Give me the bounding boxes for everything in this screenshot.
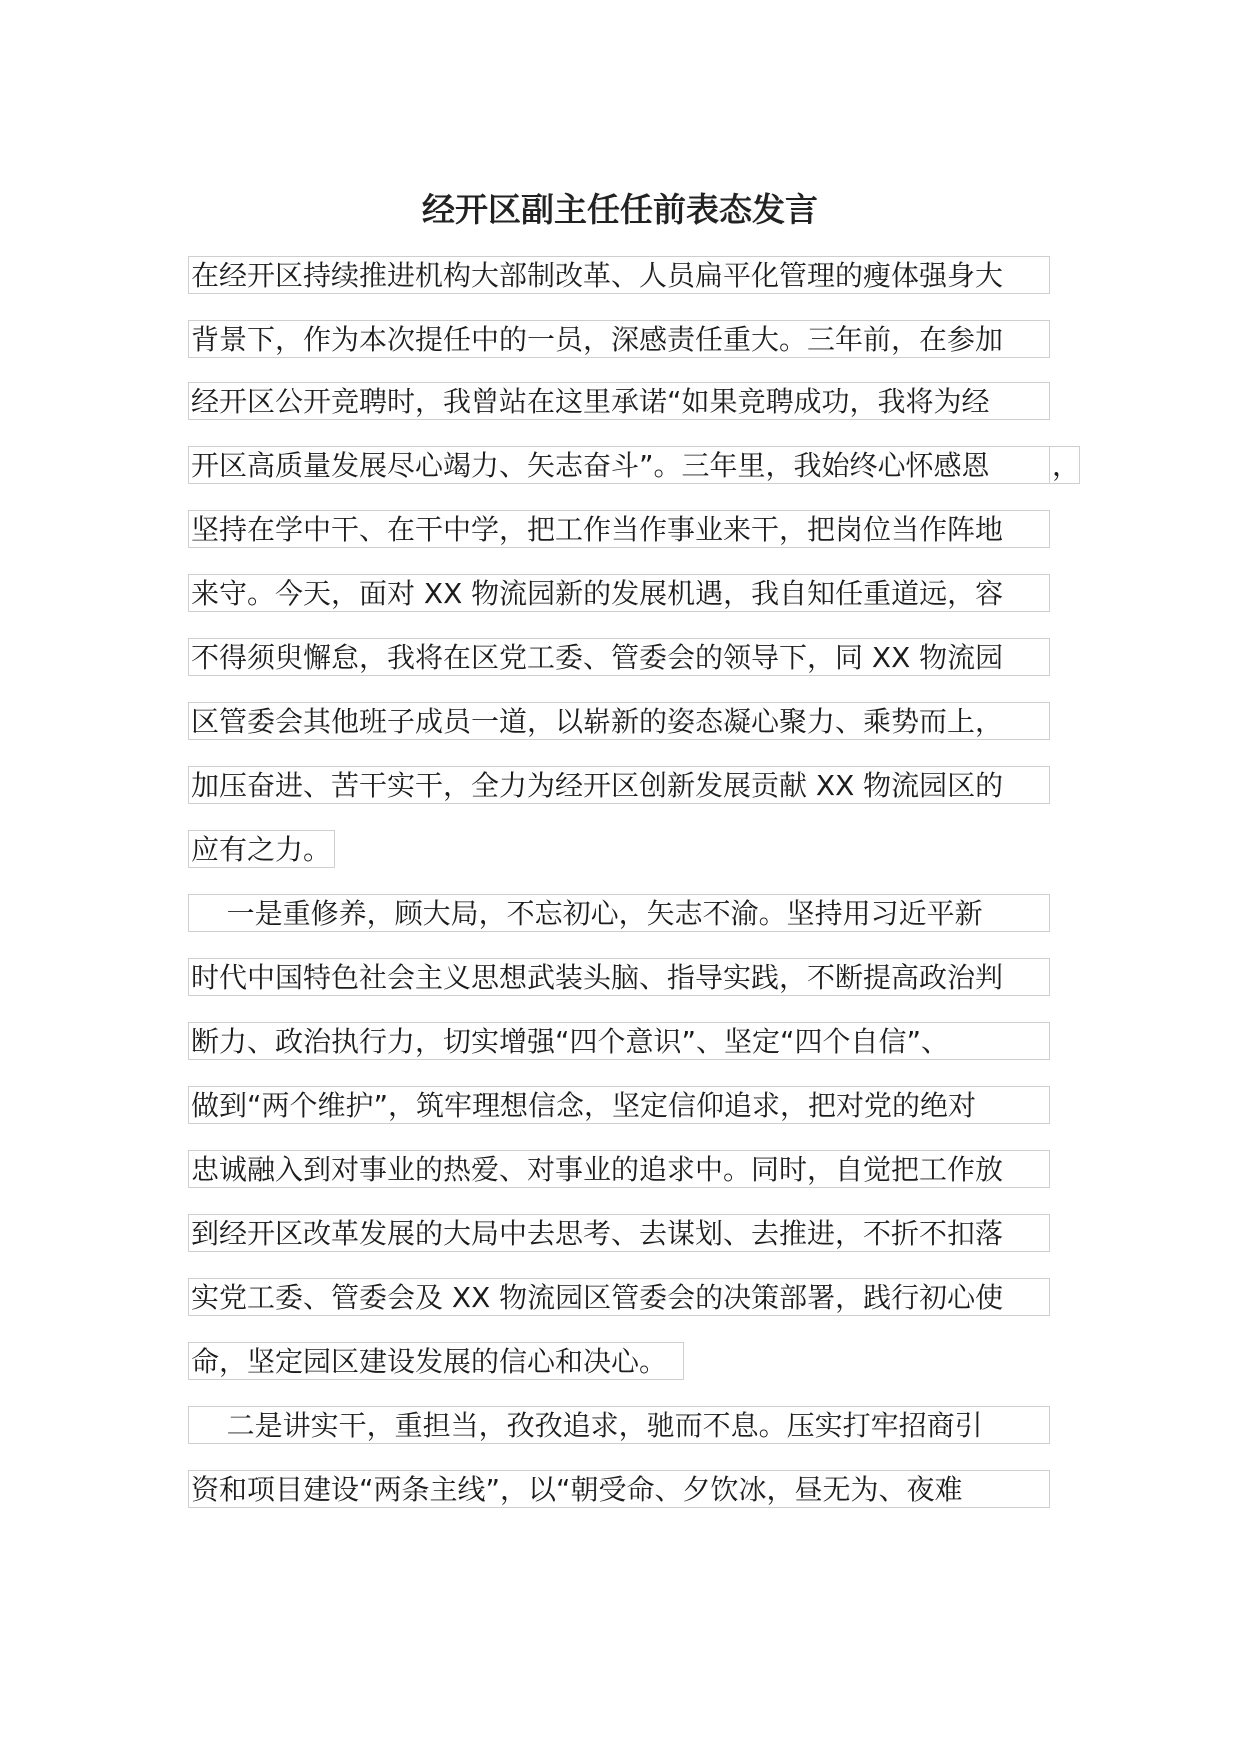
text-line: 来守。今天，面对 XX 物流园新的发展机遇，我自知任重道远，容 bbox=[188, 574, 1050, 612]
text-line: 一是重修养，顾大局，不忘初心，矢志不渝。坚持用习近平新 bbox=[188, 894, 1050, 932]
text-line: 加压奋进、苦干实干，全力为经开区创新发展贡献 XX 物流园区的 bbox=[188, 766, 1050, 804]
document-title: 经开区副主任任前表态发言 bbox=[422, 190, 818, 229]
text-line: 二是讲实干，重担当，孜孜追求，驰而不息。压实打牢招商引 bbox=[188, 1406, 1050, 1444]
overflow-punctuation: ， bbox=[1049, 446, 1080, 484]
text-line: 断力、政治执行力，切实增强“四个意识”、坚定“四个自信”、 bbox=[188, 1022, 1050, 1060]
text-line: 在经开区持续推进机构大部制改革、人员扁平化管理的瘦体强身大 bbox=[188, 256, 1050, 294]
text-line: 背景下，作为本次提任中的一员，深感责任重大。三年前，在参加 bbox=[188, 320, 1050, 358]
text-line: 到经开区改革发展的大局中去思考、去谋划、去推进，不折不扣落 bbox=[188, 1214, 1050, 1252]
text-line: 不得须臾懈怠，我将在区党工委、管委会的领导下，同 XX 物流园 bbox=[188, 638, 1050, 676]
text-line: 时代中国特色社会主义思想武装头脑、指导实践，不断提高政治判 bbox=[188, 958, 1050, 996]
text-line: 区管委会其他班子成员一道，以崭新的姿态凝心聚力、乘势而上， bbox=[188, 702, 1050, 740]
text-line: 坚持在学中干、在干中学，把工作当作事业来干，把岗位当作阵地 bbox=[188, 510, 1050, 548]
text-line: 做到“两个维护”，筑牢理想信念，坚定信仰追求，把对党的绝对 bbox=[188, 1086, 1050, 1124]
text-line: 经开区公开竞聘时，我曾站在这里承诺“如果竞聘成功，我将为经 bbox=[188, 382, 1050, 420]
text-line: 实党工委、管委会及 XX 物流园区管委会的决策部署，践行初心使 bbox=[188, 1278, 1050, 1316]
text-line: 开区高质量发展尽心竭力、矢志奋斗”。三年里，我始终心怀感恩 bbox=[188, 446, 1050, 484]
text-line: 资和项目建设“两条主线”，以“朝受命、夕饮冰，昼无为、夜难 bbox=[188, 1470, 1050, 1508]
text-line: 命，坚定园区建设发展的信心和决心。 bbox=[188, 1342, 684, 1380]
text-line: 应有之力。 bbox=[188, 830, 335, 868]
text-line: 忠诚融入到对事业的热爱、对事业的追求中。同时，自觉把工作放 bbox=[188, 1150, 1050, 1188]
